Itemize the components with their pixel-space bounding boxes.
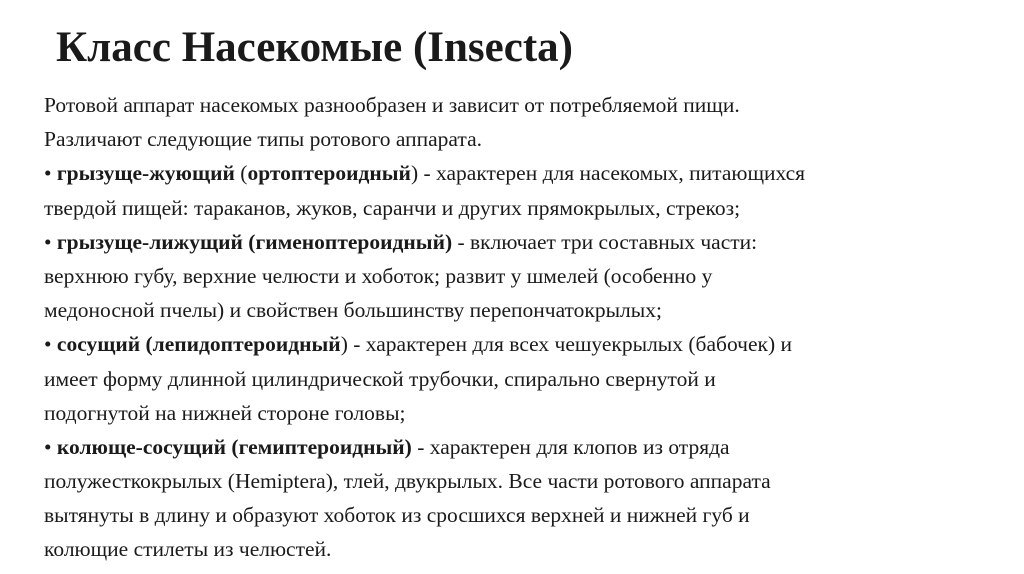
type-1-paren-open: ( bbox=[234, 161, 248, 186]
intro-line-2: Различают следующие типы ротового аппарата. bbox=[44, 127, 482, 152]
slide-body bbox=[44, 88, 1004, 567]
type-3-name: сосущий (лепидоптероидный bbox=[56, 332, 341, 357]
type-1-alt-name: ортоптероидный bbox=[247, 161, 411, 186]
type-2-line-2: верхнюю губу, верхние челюсти и хоботок; развит у шмелей (особенно у bbox=[44, 263, 713, 288]
type-2-name: грызуще-лижущий (гименоптероидный) bbox=[56, 229, 453, 254]
type-1-paren-close: ) bbox=[410, 161, 419, 186]
type-3-suffix: ) bbox=[340, 332, 348, 357]
slide-title: Класс Насекомые (Insecta) bbox=[56, 24, 573, 71]
type-4-line-4: колющие стилеты из челюстей. bbox=[44, 537, 332, 562]
type-3-desc: - характерен для всех чешуекрылых (бабочек) и bbox=[347, 332, 792, 357]
type-2-line-3: медоносной пчелы) и свойствен большинству перепончатокрылых; bbox=[44, 298, 662, 323]
type-4-line-2: полужесткокрылых (Hemiptera), тлей, двукрылых. Все части ротового аппарата bbox=[44, 469, 771, 494]
type-1-first-line bbox=[44, 156, 1004, 190]
bullet: • bbox=[44, 229, 52, 254]
bullet: • bbox=[44, 434, 52, 459]
type-4-first-line bbox=[44, 430, 1004, 464]
type-2-first-line bbox=[44, 225, 1004, 259]
type-4-name: колюще-сосущий (гемиптероидный) bbox=[56, 434, 412, 459]
bullet: • bbox=[44, 332, 52, 357]
bullet: • bbox=[44, 161, 52, 186]
type-2-desc: - включает три составных части: bbox=[452, 229, 758, 254]
type-3-first-line bbox=[44, 327, 1004, 361]
type-1-desc: - характерен для насекомых, питающихся bbox=[418, 161, 806, 186]
type-4-desc: - характерен для клопов из отряда bbox=[411, 434, 730, 459]
type-3-line-2: имеет форму длинной цилиндрической трубочки, спирально свернутой и bbox=[44, 366, 716, 391]
type-1-line-2: твердой пищей: тараканов, жуков, саранчи и других прямокрылых, стрекоз; bbox=[44, 195, 741, 220]
type-3-line-3: подогнутой на нижней стороне головы; bbox=[44, 400, 406, 425]
type-1-name: грызуще-жующий bbox=[56, 161, 235, 186]
type-4-line-3: вытянуты в длину и образуют хоботок из сросшихся верхней и нижней губ и bbox=[44, 503, 750, 528]
intro-line-1: Ротовой аппарат насекомых разнообразен и зависит от потребляемой пищи. bbox=[44, 93, 740, 117]
